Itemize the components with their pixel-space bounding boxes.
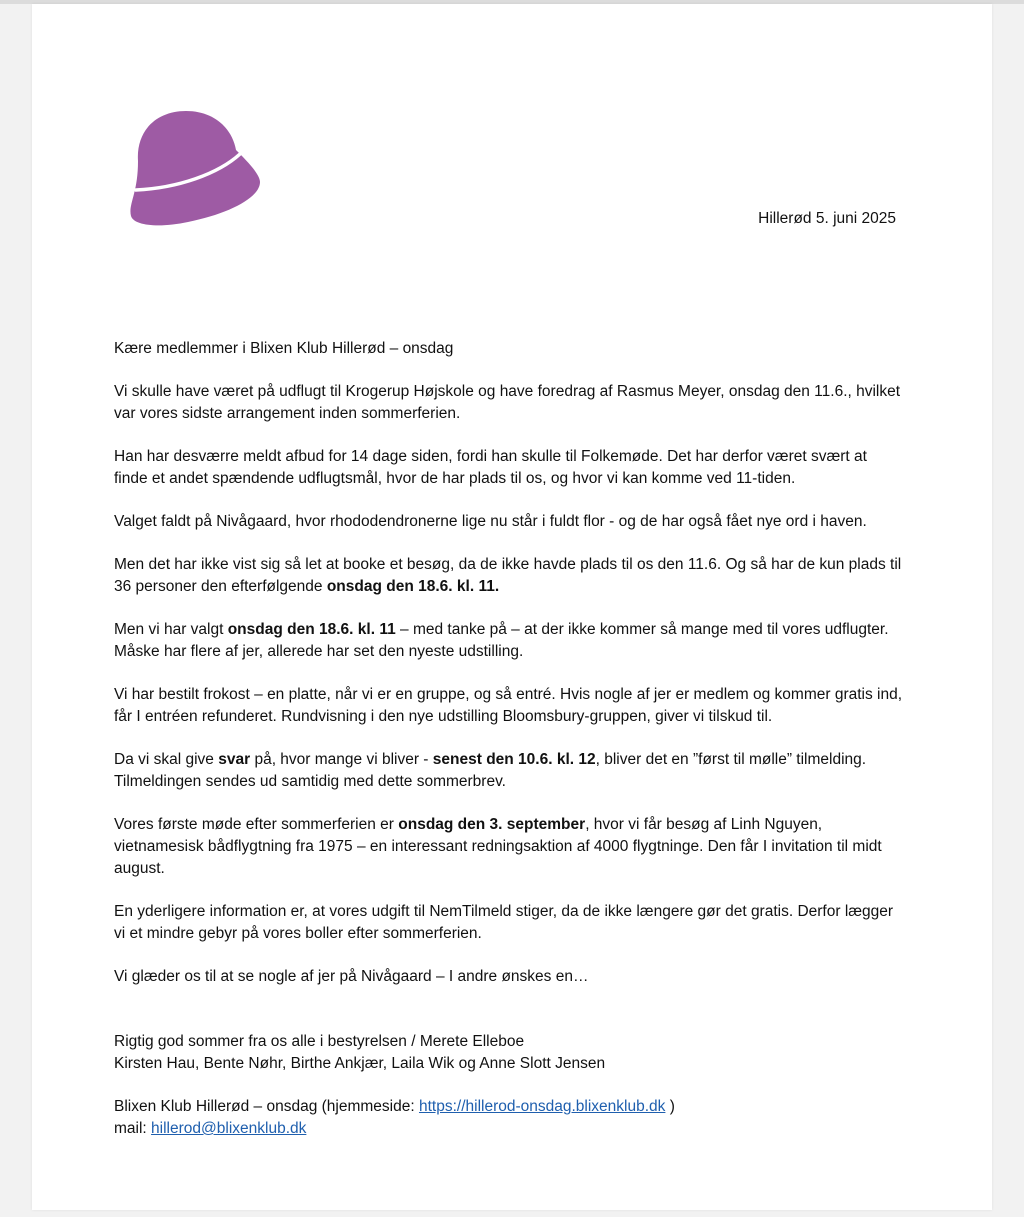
paragraph-booking: Men det har ikke vist sig så let at booke et besøg, da de ikke havde plads til os den 11.6. Og så har de kun plads til 36 personer den efterfølgende onsdag den 18.6. kl. 11. — [114, 556, 902, 595]
paragraph-cancellation: Han har desværre meldt afbud for 14 dage siden, fordi han skulle til Folkemøde. Det har derfor været svært at finde et andet spændende udflugtsmål, hvor de har plads til os, og hvor vi kan komme ved 11-tiden. — [114, 448, 867, 487]
paragraph-chosen-date: Men vi har valgt onsdag den 18.6. kl. 11 – med tanke på – at der ikke kommer så mange med til vores udflugter. Måske har flere af jer, allerede har set den nyeste udstilling. — [114, 621, 889, 660]
closing: Rigtig god sommer fra os alle i bestyrelsen / Merete Elleboe Kirsten Hau, Bente Nøhr, Birthe Ankjær, Laila Wik og Anne Slott Jensen — [114, 1033, 606, 1072]
website-link[interactable]: https://hillerod-onsdag.blixenklub.dk — [418, 1098, 666, 1115]
greeting: Kære medlemmer i Blixen Klub Hillerød – onsdag — [114, 340, 454, 357]
footer-contact: Blixen Klub Hillerød – onsdag (hjemmeside: https://hillerod-onsdag.blixenklub.dk ) mail: hillerod@blixenklub.dk — [114, 1098, 675, 1137]
letter-date: Hillerød 5. juni 2025 — [758, 210, 896, 227]
paragraph-lunch: Vi har bestilt frokost – en platte, når vi er en gruppe, og så entré. Hvis nogle af jer er medlem og kommer gratis ind, får I entréen refunderet. Rundvisning i den nye udstilling Bloomsbury-gruppen, giver vi tilskud til. — [114, 686, 903, 725]
paragraph-excursion: Vi skulle have været på udflugt til Krogerup Højskole og have foredrag af Rasmus Meyer, onsdag den 11.6., hvilket var vores sidste arrangement inden sommerferien. — [114, 383, 901, 422]
paragraph-next-meeting: Vores første møde efter sommerferien er onsdag den 3. september, hvor vi får besøg af Linh Nguyen, vietnamesisk bådflygtning fra 1975 – en interessant redningsaktion af 4000 flygtninge. Den får I invitation til midt august. — [114, 816, 882, 877]
paragraph-fee: En yderligere information er, at vores udgift til NemTilmeld stiger, da de ikke længere gør det gratis. Derfor lægger vi et mindre gebyr på vores boller efter sommerferien. — [114, 903, 894, 942]
letter-page — [32, 4, 992, 1210]
paragraph-registration: Da vi skal give svar på, hvor mange vi bliver - senest den 10.6. kl. 12, bliver det en ”først til mølle” tilmelding. Tilmeldingen sendes ud samtidig med dette sommerbrev. — [114, 751, 867, 790]
paragraph-farewell: Vi glæder os til at se nogle af jer på Nivågaard – I andre ønskes en… — [114, 968, 589, 985]
paragraph-new-destination: Valget faldt på Nivågaard, hvor rhododendronerne lige nu står i fuldt flor - og de har også fået nye ord i haven. — [114, 513, 867, 530]
letter-body — [114, 338, 904, 1161]
hat-icon — [128, 106, 264, 228]
email-link[interactable]: hillerod@blixenklub.dk — [151, 1120, 307, 1137]
